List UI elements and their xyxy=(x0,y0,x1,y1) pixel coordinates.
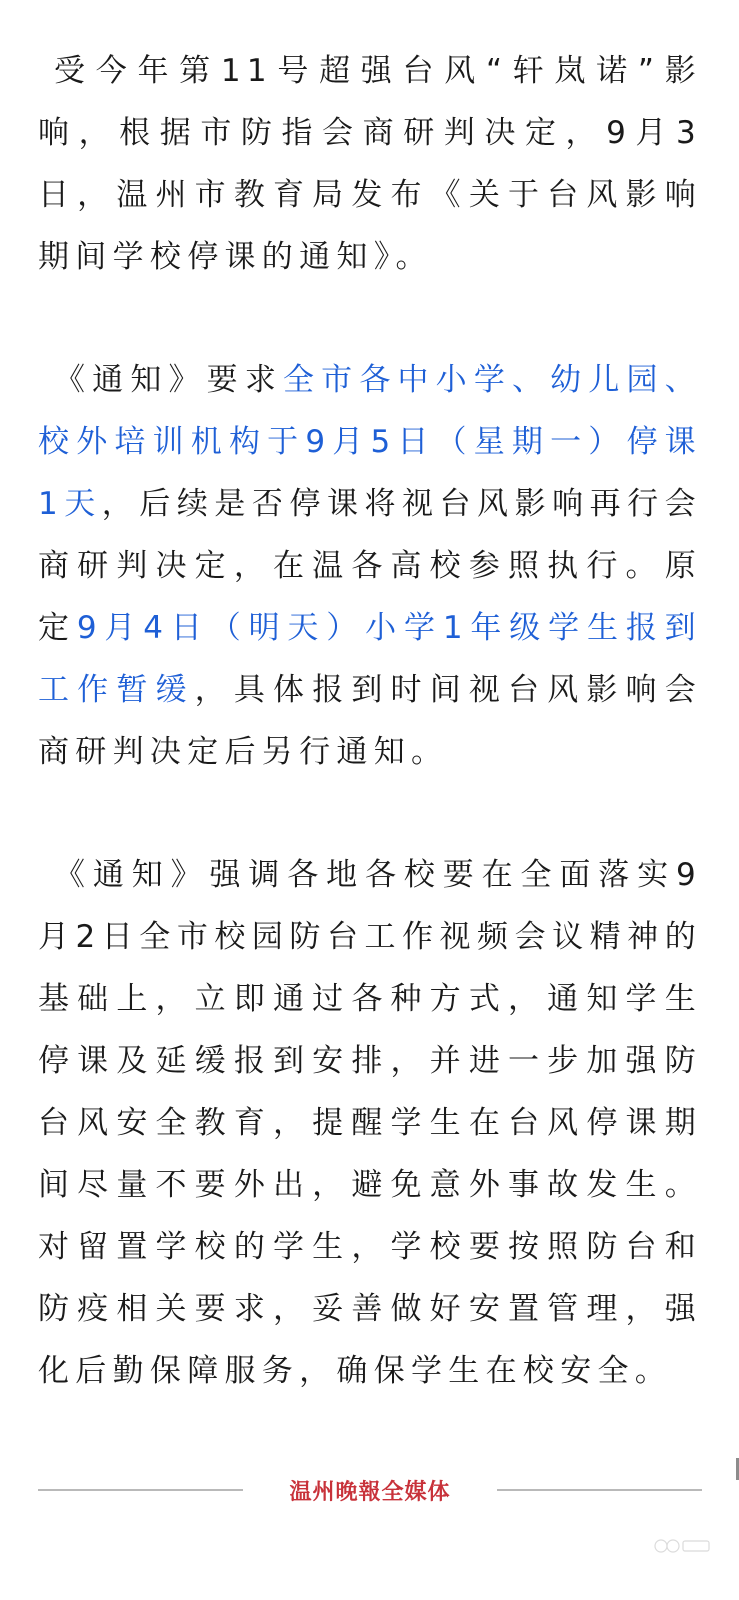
paragraph-3 xyxy=(38,844,702,1402)
brand-logo: 温州晚報全媒体 xyxy=(289,1478,451,1505)
watermark-icon xyxy=(653,1535,713,1557)
paragraph-text: 《通知》强调各地各校要在全面落实9月2日全市校园防台工作视频会议精神的基础上，立即通过各种方式，通知学生停课及延缓报到安排，并进一步加强防台风安全教育，提醒学生在台风停课期间尽量不要外出，避免意外事故发生。对留置学校的学生，学校要按照防台和防疫相关要求，妥善做好安置管理，强化后勤保障服务，确保学生在校安全。 xyxy=(38,857,702,1389)
paragraph-text: ，后续是否停课将视台风影响再行会商研判决定，在温各高校参照执行。原定 xyxy=(38,486,702,646)
article-footer xyxy=(38,1470,702,1510)
article-body xyxy=(38,40,702,1402)
paragraph-2 xyxy=(38,349,702,783)
highlighted-text: 9月4日（明天）小学1年级学生报到工作暂缓 xyxy=(38,610,702,708)
footer-divider-right xyxy=(497,1489,702,1491)
paragraph-text: 受今年第11号超强台风“轩岚诺”影响，根据市防指会商研判决定，9月3日，温州市教育局发布《关于台风影响期间学校停课的通知》。 xyxy=(38,53,702,275)
footer-divider-left xyxy=(38,1489,243,1491)
highlighted-text: 全市各中小学、幼儿园、校外培训机构于9月5日（星期一）停课1天 xyxy=(38,362,702,522)
paragraph-1 xyxy=(38,40,702,288)
paragraph-text: 《通知》要求 xyxy=(54,362,284,398)
paragraph-text: ，具体报到时间视台风影响会商研判决定后另行通知。 xyxy=(38,672,703,770)
